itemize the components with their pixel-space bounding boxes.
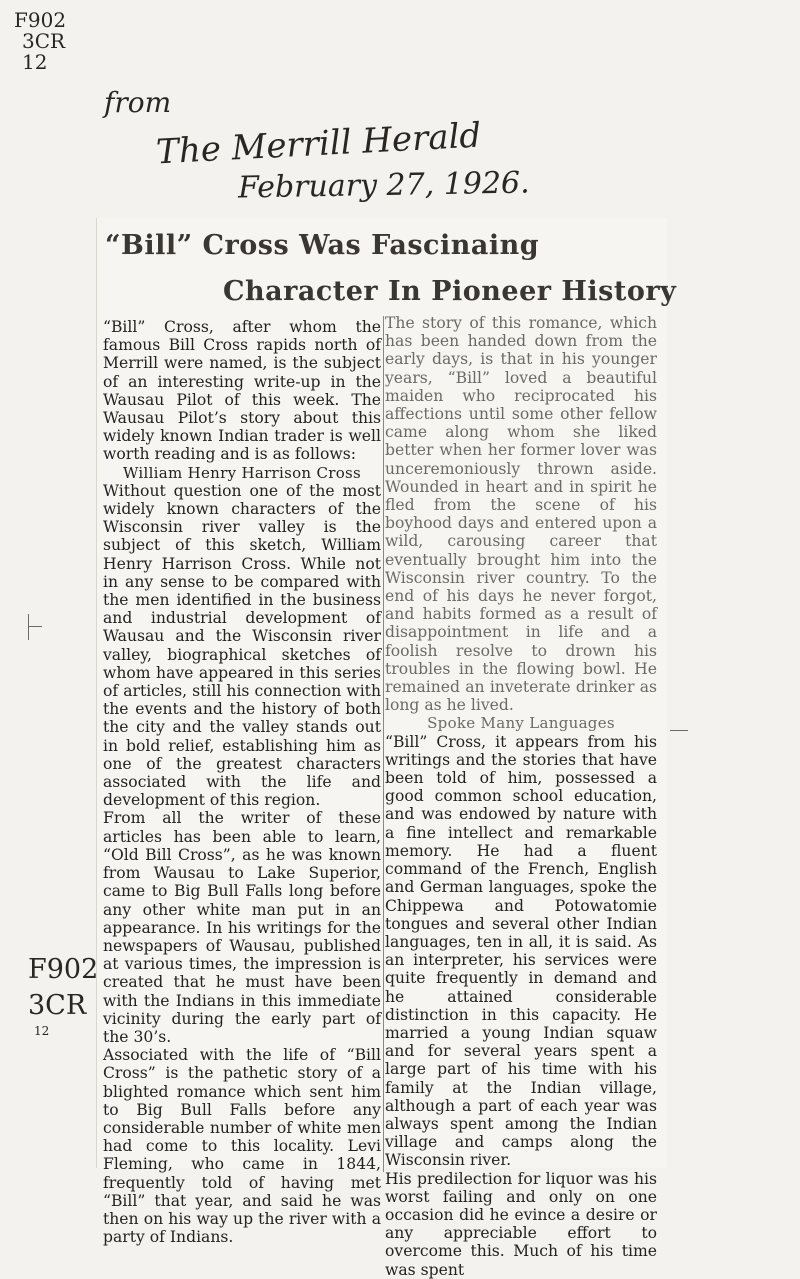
left-subheading: William Henry Harrison Cross (122, 463, 362, 482)
headline-line-2: Character In Pioneer History (223, 276, 677, 307)
right-column (385, 314, 657, 1279)
column-rule (383, 316, 384, 1172)
annotation-date: February 27, 1926. (237, 165, 530, 206)
archive-series: 3CR (22, 29, 66, 53)
archive-number: 12 (22, 50, 48, 74)
left-paragraph-3: From all the writer of these articles has been able to learn, “Old Bill Cross”, as he was known from Wausau to Lake Superior, came to Big Bull Falls long before any other white man put in an appearance. In his writings for the newspapers of Wausau, published at various times, the impression is created that he must have been with the Indians in this immediate vicinity during the early part of the 30’s. (103, 809, 381, 1046)
archive-number-bottom: 12 (34, 1024, 50, 1038)
left-column (103, 318, 381, 1246)
margin-mark (28, 614, 41, 640)
left-paragraph-1: “Bill” Cross, after whom the famous Bill Cross rapids north of Merrill were named, is the subject of an interesting write-up in the Wausau Pilot of this week. The Wausau Pilot’s story about this widely known Indian trader is well worth reading and is as follows: (103, 318, 381, 464)
newspaper-clipping (96, 218, 677, 1279)
left-paragraph-4: Associated with the life of “Bill Cross” is the pathetic story of a blighted romance which sent him to Big Bull Falls before any considerable number of white men had come to this locality. Levi Fleming, who came in 1844, frequently told of having met “Bill” that year, and said he was then on his way up the river with a party of Indians. (103, 1046, 381, 1247)
left-paragraph-2: Without question one of the most widely known characters of the Wisconsin river valley is the subject of this sketch, William Henry Harrison Cross. While not in any sense to be compared with the men identified in the business and industrial development of Wausau and the Wisconsin river valley, biographical sketches of whom have appeared in this series of articles, still his connection with the events and the history of both the city and the valley stands out in bold relief, establishing him as one of the greatest characters associated with the life and development of this region. (103, 481, 381, 810)
archive-mark-top (14, 10, 66, 73)
right-subheading: Spoke Many Languages (427, 714, 615, 733)
archive-series-bottom: 3CR (28, 990, 87, 1021)
right-paragraph-1: The story of this romance, which has been handed down from the early days, is that in his younger years, “Bill” loved a beautiful maiden who reciprocated his affections until some other fellow came along whom she liked better when her former lover was unceremoniously thrown aside. Wounded in heart and in spirit he fled from the scene of his boyhood days and entered upon a wild, carousing career that eventually brought him into the Wisconsin river country. To the end of his days he never forgot, and habits formed as a result of disappointment in life and a foolish resolve to drown his troubles in the flowing bowl. He remained an inveterate drinker as long as he lived. (385, 314, 657, 715)
headline-line-1: “Bill” Cross Was Fascinaing (105, 230, 540, 261)
annotation-from: from (104, 86, 172, 119)
archive-code-bottom: F902 (28, 954, 99, 985)
right-paragraph-2: “Bill” Cross, it appears from his writings and the stories that have been told of him, possessed a good common school education, and was endowed by nature with a fine intellect and remarkable memory. He had a fluent command of the French, English and German languages, spoke the Chippewa and Potowatomie tongues and several other Indian languages, ten in all, it is said. As an interpreter, his services were quite frequently in demand and he attained considerable distinction in this capacity. He married a young Indian squaw and for several years spent a large part of his time with his family at the Indian village, although a part of each year was always spent among the Indian village and camps along the Wisconsin river. (385, 732, 657, 1170)
right-paragraph-3: His predilection for liquor was his worst failing and only on one occasion did he evince a desire or any appreciable effort to overcome this. Much of his time was spent (385, 1169, 657, 1279)
margin-dash (670, 730, 688, 731)
archive-code: F902 (14, 8, 67, 32)
annotation-paper: The Merrill Herald (155, 115, 483, 173)
archive-mark-bottom (28, 952, 98, 1038)
